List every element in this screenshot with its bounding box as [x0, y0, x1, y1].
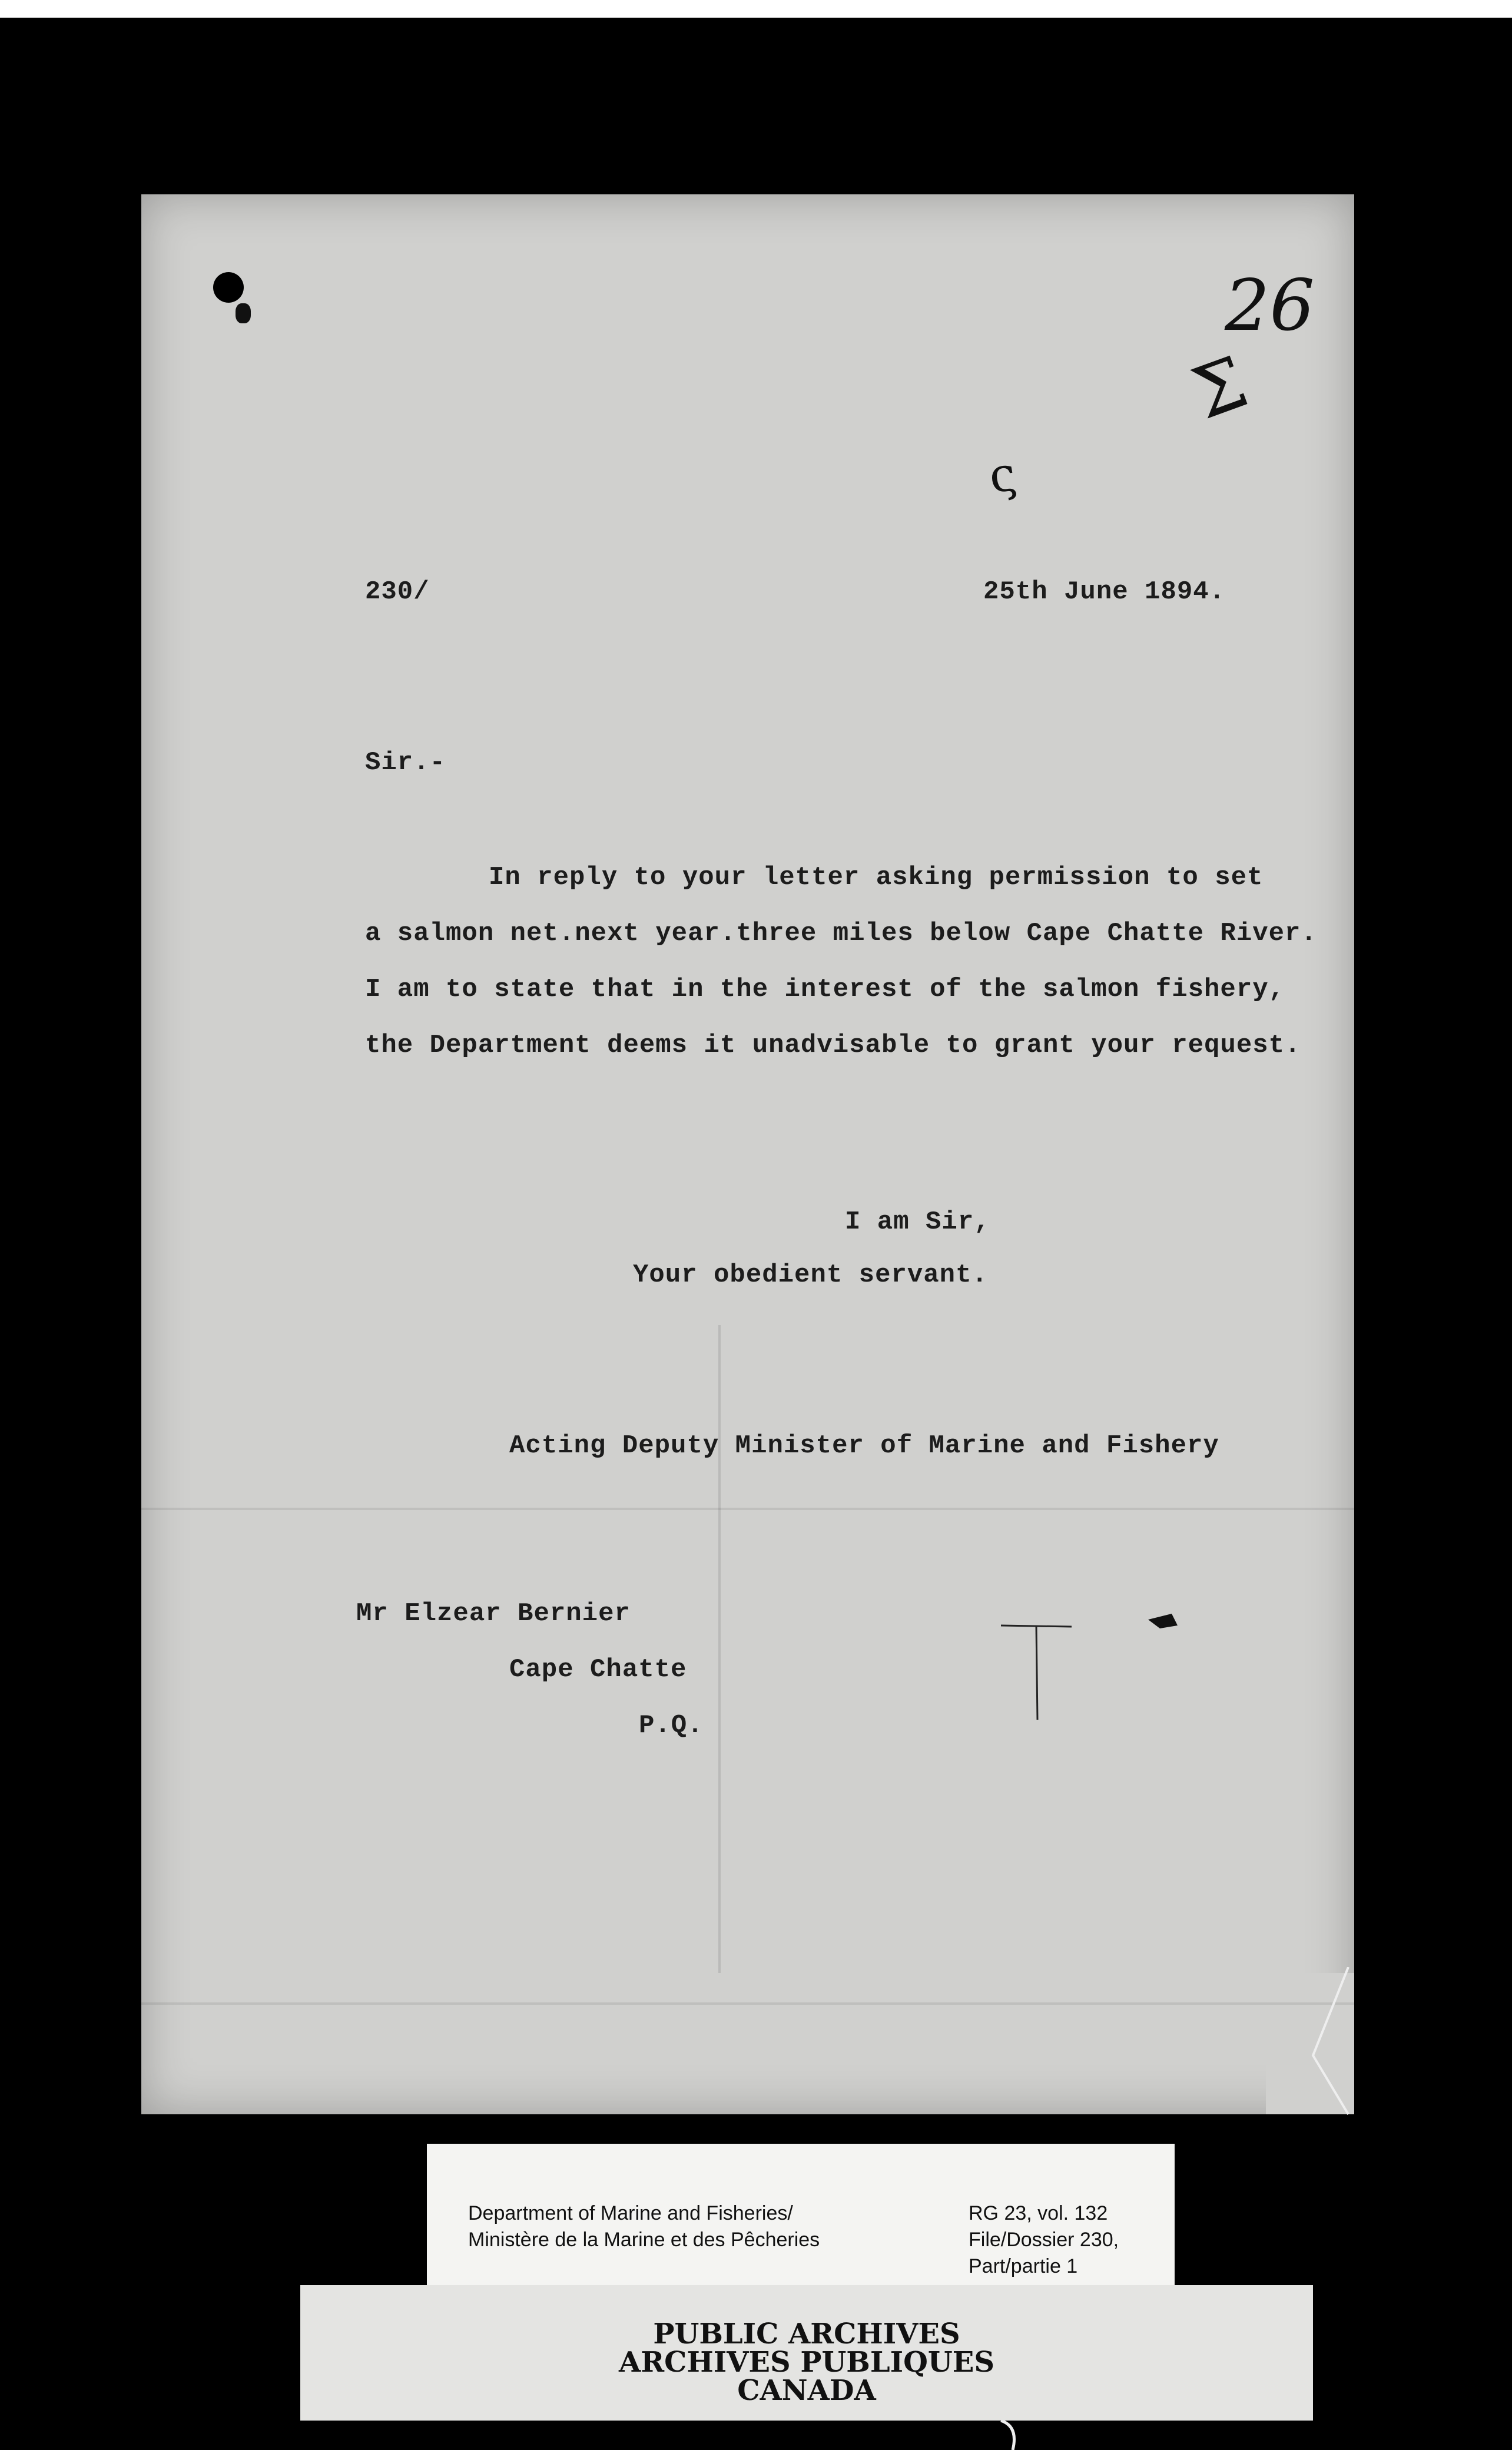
- addressee-postal: P.Q.: [639, 1711, 704, 1740]
- closing-line: Your obedient servant.: [633, 1260, 988, 1290]
- punch-hole: [213, 272, 244, 303]
- archives-banner: [300, 2285, 1313, 2421]
- salutation: Sir.-: [365, 748, 446, 777]
- signature-title: Acting Deputy Minister of Marine and Fishery: [509, 1431, 1219, 1461]
- banner-line-3: CANADA: [737, 2374, 876, 2407]
- archive-label: [427, 2144, 1175, 2309]
- addressee-name: Mr Elzear Bernier: [356, 1599, 631, 1628]
- ref-part: Part/partie 1: [969, 2255, 1078, 2277]
- fold-line-vertical: [718, 1325, 721, 1973]
- letter-date: 25th June 1894.: [983, 577, 1226, 607]
- closing-line: I am Sir,: [845, 1207, 990, 1237]
- ref-file: File/Dossier 230,: [969, 2229, 1119, 2251]
- handwritten-mark-top: Σ: [1182, 341, 1258, 436]
- punch-hole-tear: [236, 303, 251, 323]
- body-line: In reply to your letter asking permission to set: [489, 863, 1264, 892]
- stray-mark: [1001, 1602, 1189, 1731]
- body-line: a salmon net.next year.three miles below Cape Chatte River.: [365, 919, 1317, 948]
- addressee-place: Cape Chatte: [509, 1655, 687, 1684]
- folio-number: 26: [1225, 265, 1315, 347]
- film-hook-mark: [995, 2421, 1030, 2450]
- fold-line-bottom: [141, 2002, 1354, 2005]
- letter-paper: [141, 194, 1354, 2114]
- department-fr: Ministère de la Marine et des Pêcheries: [468, 2229, 820, 2251]
- fold-line-horizontal: [141, 1508, 1354, 1510]
- banner-line-1: PUBLIC ARCHIVES: [653, 2317, 960, 2350]
- file-reference: 230/: [365, 577, 430, 607]
- department-en: Department of Marine and Fisheries/: [468, 2202, 793, 2224]
- paper-curl-mark: [1260, 1967, 1354, 2120]
- banner-line-2: ARCHIVES PUBLIQUES: [619, 2346, 994, 2379]
- ref-volume: RG 23, vol. 132: [969, 2202, 1108, 2224]
- handwritten-mark-mid: ς: [984, 445, 1020, 505]
- film-top-strip: [0, 0, 1512, 18]
- body-line: the Department deems it unadvisable to grant your request.: [365, 1031, 1301, 1060]
- body-line: I am to state that in the interest of the salmon fishery,: [365, 975, 1285, 1004]
